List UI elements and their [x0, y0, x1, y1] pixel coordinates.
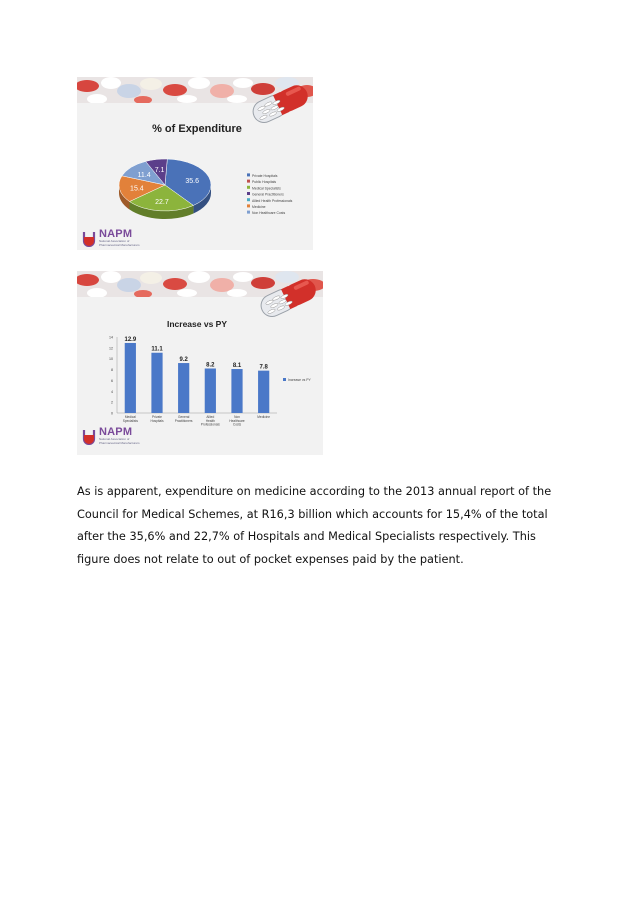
legend-entry: General Practitioners: [252, 192, 284, 197]
x-tick-label: Private: [152, 415, 162, 419]
expenditure-slide: [77, 77, 313, 250]
y-tick-label: 4: [111, 389, 113, 394]
y-tick-label: 0: [111, 411, 113, 416]
bar-data-label: 7.8: [259, 364, 268, 371]
legend-entry: Medicine: [252, 205, 266, 209]
bar: [125, 343, 136, 413]
x-tick-label: Allied: [206, 415, 215, 419]
x-tick-label: Specialists: [122, 418, 138, 423]
pie-data-label: 15.4: [130, 185, 144, 193]
x-tick-label: General: [177, 415, 190, 419]
legend-entry: Private Hospitals: [252, 174, 278, 178]
x-tick-label: Professionals: [200, 422, 220, 427]
bar: [258, 371, 269, 413]
legend-entry: Medical Specialists: [252, 186, 281, 191]
pie-data-label: 11.4: [137, 172, 151, 180]
y-tick-label: 12: [109, 346, 113, 351]
capsule-logo-icon: [81, 230, 97, 247]
legend-entry: Increase vs PY: [288, 378, 311, 382]
bar: [151, 353, 162, 413]
napm-logo: [81, 427, 145, 445]
x-tick-label: Health: [205, 418, 215, 423]
logo-name: NAPM: [99, 426, 133, 438]
bar-data-label: 9.2: [179, 357, 188, 364]
legend-swatch: [247, 173, 250, 176]
chart-title: Increase vs PY: [166, 319, 227, 329]
bar-data-label: 8.1: [232, 363, 242, 370]
bar: [231, 369, 242, 413]
logo-subtitle: National Association of Pharmaceutical Manufacturers: [99, 437, 140, 445]
legend-entry: Allied Health Professionals: [252, 198, 293, 203]
legend-entry: Non Healthcare Costs: [252, 211, 286, 216]
legend-swatch: [247, 180, 250, 183]
legend-swatch: [247, 186, 250, 189]
legend-swatch: [247, 192, 250, 195]
x-tick-label: Healthcare: [229, 418, 245, 423]
x-tick-label: Medical: [124, 415, 136, 419]
legend-entry: Public Hospitals: [252, 180, 277, 185]
increase-slide: [77, 271, 323, 455]
pie-data-label: 35.6: [185, 178, 199, 186]
napm-logo: [81, 229, 145, 247]
x-tick-label: Medicine: [257, 415, 271, 419]
y-tick-label: 8: [111, 368, 113, 373]
logo-name: NAPM: [99, 228, 133, 240]
chart-title: % of Expenditure: [152, 123, 242, 135]
y-tick-label: 2: [111, 400, 113, 405]
bar-data-label: 11.1: [151, 346, 163, 353]
y-tick-label: 10: [109, 357, 113, 362]
pie-data-label: 22.7: [155, 199, 169, 207]
y-tick-label: 14: [109, 335, 113, 340]
bar-data-label: 8.2: [206, 362, 215, 369]
x-tick-label: Non: [234, 415, 240, 419]
legend-swatch: [283, 378, 286, 381]
legend-swatch: [247, 198, 250, 201]
y-tick-label: 6: [111, 378, 113, 383]
bar-data-label: 12.9: [124, 336, 137, 343]
legend-swatch: [247, 204, 250, 207]
capsule-illustration: [247, 81, 313, 125]
legend-swatch: [247, 211, 250, 214]
bar: [205, 368, 216, 413]
bar: [178, 363, 189, 413]
x-tick-label: Practitioners: [174, 418, 193, 423]
capsule-logo-icon: [81, 428, 97, 445]
x-tick-label: Costs: [232, 422, 242, 427]
x-tick-label: Hospitals: [150, 418, 164, 423]
bar-chart: [77, 329, 323, 429]
body-paragraph: As is apparent, expenditure on medicine according to the 2013 annual report of the Council for Medical Schemes, at R16,3 billion which accounts for 15,4% of the total after the 35,6% and 22,7% of Hospitals and Medical Specialists respectively. This figure does not relate to out of pocket expenses paid by the patient.: [77, 485, 552, 566]
logo-subtitle: National Association of Pharmaceutical Manufacturers: [99, 239, 140, 247]
pie-data-label: 7.1: [154, 167, 165, 175]
capsule-illustration: [255, 275, 321, 319]
